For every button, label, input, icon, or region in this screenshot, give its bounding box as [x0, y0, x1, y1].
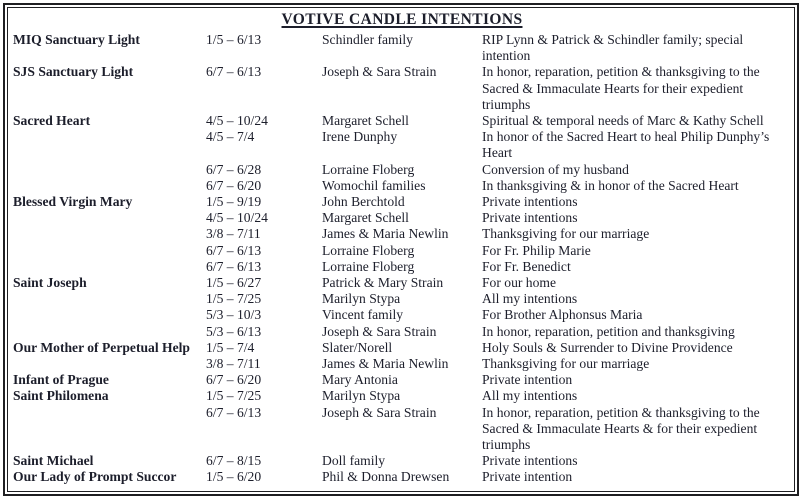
donor-name: Slater/Norell — [322, 339, 393, 355]
date-range: 3/8 – 7/11 — [206, 356, 261, 372]
date-range: 6/7 – 6/20 — [206, 372, 262, 388]
intention-text: Holy Souls & Surrender to Divine Providence — [482, 339, 733, 355]
table-row — [13, 372, 791, 388]
donor-name: Phil & Donna Drewsen — [322, 469, 450, 485]
date-range: 6/7 – 6/13 — [206, 242, 262, 258]
table-row — [13, 388, 791, 404]
intention-text: In honor of the Sacred Heart to heal Philip Dunphy’s Heart — [482, 129, 770, 161]
intention-text: All my intentions — [482, 291, 578, 307]
date-range: 1/5 – 6/20 — [206, 469, 262, 485]
candle-name: Blessed Virgin Mary — [13, 194, 133, 210]
document-inner-border — [7, 7, 795, 492]
donor-name: Lorraine Floberg — [322, 242, 415, 258]
donor-name: James & Maria Newlin — [322, 226, 449, 242]
donor-name: Patrick & Mary Strain — [322, 275, 444, 291]
date-range: 4/5 – 7/4 — [206, 129, 255, 145]
date-range: 6/7 – 6/13 — [206, 258, 262, 274]
donor-name: Lorraine Floberg — [322, 258, 415, 274]
intention-text: For Fr. Philip Marie — [482, 242, 591, 258]
table-row — [13, 469, 791, 485]
table-row — [13, 307, 791, 323]
date-range: 6/7 – 6/28 — [206, 161, 262, 177]
donor-name: Lorraine Floberg — [322, 161, 415, 177]
intention-text: In thanksgiving & in honor of the Sacred Heart — [482, 177, 739, 193]
intentions-table — [13, 32, 791, 486]
candle-name: MIQ Sanctuary Light — [13, 32, 140, 47]
table-row — [13, 340, 791, 356]
date-range: 1/5 – 6/13 — [206, 32, 262, 47]
table-row — [13, 162, 791, 178]
intention-text: All my intentions — [482, 388, 578, 404]
page-title — [13, 10, 791, 30]
candle-name: Saint Philomena — [13, 388, 109, 404]
intention-text: Thanksgiving for our marriage — [482, 226, 650, 242]
table-row — [13, 178, 791, 194]
table-row — [13, 226, 791, 242]
document-border — [3, 3, 799, 496]
table-row — [13, 405, 791, 454]
intention-text: For Fr. Benedict — [482, 258, 571, 274]
table-row — [13, 32, 791, 64]
table-row — [13, 243, 791, 259]
table-row — [13, 194, 791, 210]
candle-name: Saint Michael — [13, 453, 94, 469]
intention-text: In honor, reparation, petition & thanksgiving to the Sacred & Immaculate Hearts for their expedient triumphs — [482, 64, 760, 112]
intention-text: For Brother Alphonsus Maria — [482, 307, 643, 323]
date-range: 6/7 – 8/15 — [206, 453, 262, 469]
date-range: 1/5 – 7/25 — [206, 291, 262, 307]
date-range: 4/5 – 10/24 — [206, 210, 268, 226]
donor-name: Margaret Schell — [322, 210, 409, 226]
table-row — [13, 356, 791, 372]
date-range: 1/5 – 7/4 — [206, 339, 255, 355]
date-range: 6/7 – 6/13 — [206, 64, 262, 80]
candle-name: Sacred Heart — [13, 113, 91, 129]
table-row — [13, 259, 791, 275]
candle-name: Saint Joseph — [13, 275, 87, 291]
candle-name: Our Lady of Prompt Succor — [13, 469, 177, 485]
intention-text: Thanksgiving for our marriage — [482, 356, 650, 372]
candle-name: Our Mother of Perpetual Help — [13, 339, 190, 355]
intention-text: Private intentions — [482, 453, 578, 469]
date-range: 1/5 – 6/27 — [206, 275, 262, 291]
date-range: 1/5 – 9/19 — [206, 194, 262, 210]
donor-name: Schindler family — [322, 32, 413, 47]
date-range: 5/3 – 10/3 — [206, 307, 262, 323]
date-range: 4/5 – 10/24 — [206, 113, 268, 129]
donor-name: Mary Antonia — [322, 372, 398, 388]
intention-text: Private intentions — [482, 194, 578, 210]
table-row — [13, 324, 791, 340]
intention-text: In honor, reparation, petition and thanksgiving — [482, 323, 735, 339]
date-range: 6/7 – 6/20 — [206, 177, 262, 193]
intention-text: In honor, reparation, petition & thanksgiving to the Sacred & Immaculate Hearts & for their expedient triumphs — [482, 404, 760, 453]
candle-name: Infant of Prague — [13, 372, 109, 388]
intention-text: For our home — [482, 275, 557, 291]
donor-name: Marilyn Stypa — [322, 291, 401, 307]
donor-name: Margaret Schell — [322, 113, 409, 129]
table-row — [13, 210, 791, 226]
donor-name: Joseph & Sara Strain — [322, 323, 437, 339]
intention-text: Spiritual & temporal needs of Marc & Kathy Schell — [482, 113, 764, 129]
donor-name: John Berchtold — [322, 194, 405, 210]
intention-text: Private intention — [482, 372, 573, 388]
intention-text: Private intentions — [482, 210, 578, 226]
date-range: 5/3 – 6/13 — [206, 323, 262, 339]
donor-name: Joseph & Sara Strain — [322, 404, 437, 420]
intention-text: RIP Lynn & Patrick & Schindler family; special intention — [482, 32, 744, 64]
table-row — [13, 453, 791, 469]
date-range: 6/7 – 6/13 — [206, 404, 262, 420]
table-row — [13, 64, 791, 113]
donor-name: James & Maria Newlin — [322, 356, 449, 372]
intention-text: Conversion of my husband — [482, 161, 629, 177]
table-row — [13, 291, 791, 307]
donor-name: Womochil families — [322, 177, 426, 193]
date-range: 1/5 – 7/25 — [206, 388, 262, 404]
donor-name: Marilyn Stypa — [322, 388, 401, 404]
table-row — [13, 275, 791, 291]
candle-name: SJS Sanctuary Light — [13, 64, 134, 80]
date-range: 3/8 – 7/11 — [206, 226, 261, 242]
table-row — [13, 113, 791, 129]
intention-text: Private intention — [482, 469, 573, 485]
donor-name: Vincent family — [322, 307, 404, 323]
donor-name: Irene Dunphy — [322, 129, 398, 145]
page-title-text: VOTIVE CANDLE INTENTIONS — [281, 11, 523, 28]
table-row — [13, 129, 791, 161]
donor-name: Doll family — [322, 453, 386, 469]
donor-name: Joseph & Sara Strain — [322, 64, 437, 80]
